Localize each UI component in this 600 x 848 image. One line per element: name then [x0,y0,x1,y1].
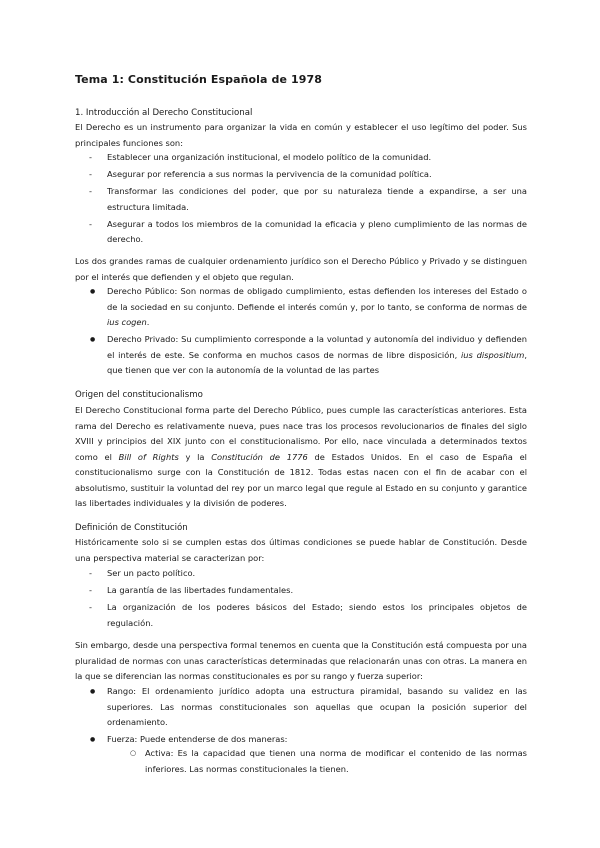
list-item: - Transformar las condiciones del poder, que por su naturaleza tiende a expandirse, a ser una estructura limitada. [91,184,527,215]
formal-paragraph: Sin embargo, desde una perspectiva formal tenemos en cuenta que la Constitución está compuesta por una pluralidad de normas con unas características determinadas que relacionarán unas con otras. La manera en la que se diferencian las normas constitucionales es por su rango y fuerza superior: [75,640,527,681]
section-heading-definicion: Definición de Constitución [75,523,188,533]
list-item: - La garantía de las libertades fundamentales. [91,583,527,599]
branches-paragraph: Los dos grandes ramas de cualquier ordenamiento jurídico son el Derecho Público y Privado y se distinguen por el interés que defienden y el objeto que regulan. [75,256,527,282]
section-heading-origen: Origen del constitucionalismo [75,390,203,400]
document-title: Tema 1: Constitución Española de 1978 [75,73,322,86]
force-item: ● Fuerza: Puede entenderse de dos maneras: [107,732,527,748]
list-item: - Ser un pacto político. [91,566,527,582]
list-item: - Asegurar por referencia a sus normas la pervivencia de la comunidad política. [91,167,527,183]
list-item: - La organización de los poderes básicos del Estado; siendo estos los principales objetos de regulación. [91,600,527,631]
list-item: - Asegurar a todos los miembros de la comunidad la eficacia y pleno cumplimiento de las normas de derecho. [91,217,527,248]
branch-private: ● Derecho Privado: Su cumplimiento corresponde a la voluntad y autonomía del individuo y defienden el interés de este. Se conforma en muchos casos de normas de libre disposición, ius dispositium, que tienen que ver con la autonomía de la voluntad de las partes [107,332,527,379]
traits-list [91,566,527,633]
force-active-item: ○ Activa: Es la capacidad que tienen una norma de modificar el contenido de las normas inferiores. Las normas constitucionales la tienen. [145,746,527,777]
intro-paragraph: El Derecho es un instrumento para organizar la vida en común y establecer el uso legítimo del poder. Sus principales funciones son: [75,122,527,148]
functions-list [91,150,527,249]
rank-item: ● Rango: El ordenamiento jurídico adopta una estructura piramidal, basando su validez en las superiores. Las normas constitucionales son aquellas que ocupan la posición superior del ordenamiento. [107,684,527,731]
branches-list [107,284,527,380]
origin-paragraph: El Derecho Constitucional forma parte del Derecho Público, pues cumple las características anteriores. Esta rama del Derecho es relativamente nueva, pues nace tras los procesos revolucionarios de finales del siglo XVIII y principios del XIX junto con el constitucionalismo. Por ello, nace vinculada a determinados textos como el Bill of Rights y la Constitución de 1776 de Estados Unidos. En el caso de España el constitucionalismo surge con la Constitución de 1812. Todas estas nacen con el fin de acabar con el absolutismo, sustituir la voluntad del rey por un marco legal que regule al Estado en su conjunto y garantice las libertades individuales y la división de poderes. [75,405,528,508]
definition-paragraph: Históricamente solo si se cumplen estas dos últimas condiciones se puede hablar de Constitución. Desde una perspectiva material se caracterizan por: [75,537,527,563]
force-sublist [145,746,527,779]
section-heading-introduccion: 1. Introducción al Derecho Constitucional [75,108,253,118]
branch-public: ● Derecho Público: Son normas de obligado cumplimiento, estas defienden los intereses del Estado o de la sociedad en su conjunto. Defiende el interés común y, por lo tanto, se conforma de normas de ius cogen. [107,284,527,331]
list-item: - Establecer una organización institucional, el modelo político de la comunidad. [91,150,527,166]
formal-list [107,684,527,749]
